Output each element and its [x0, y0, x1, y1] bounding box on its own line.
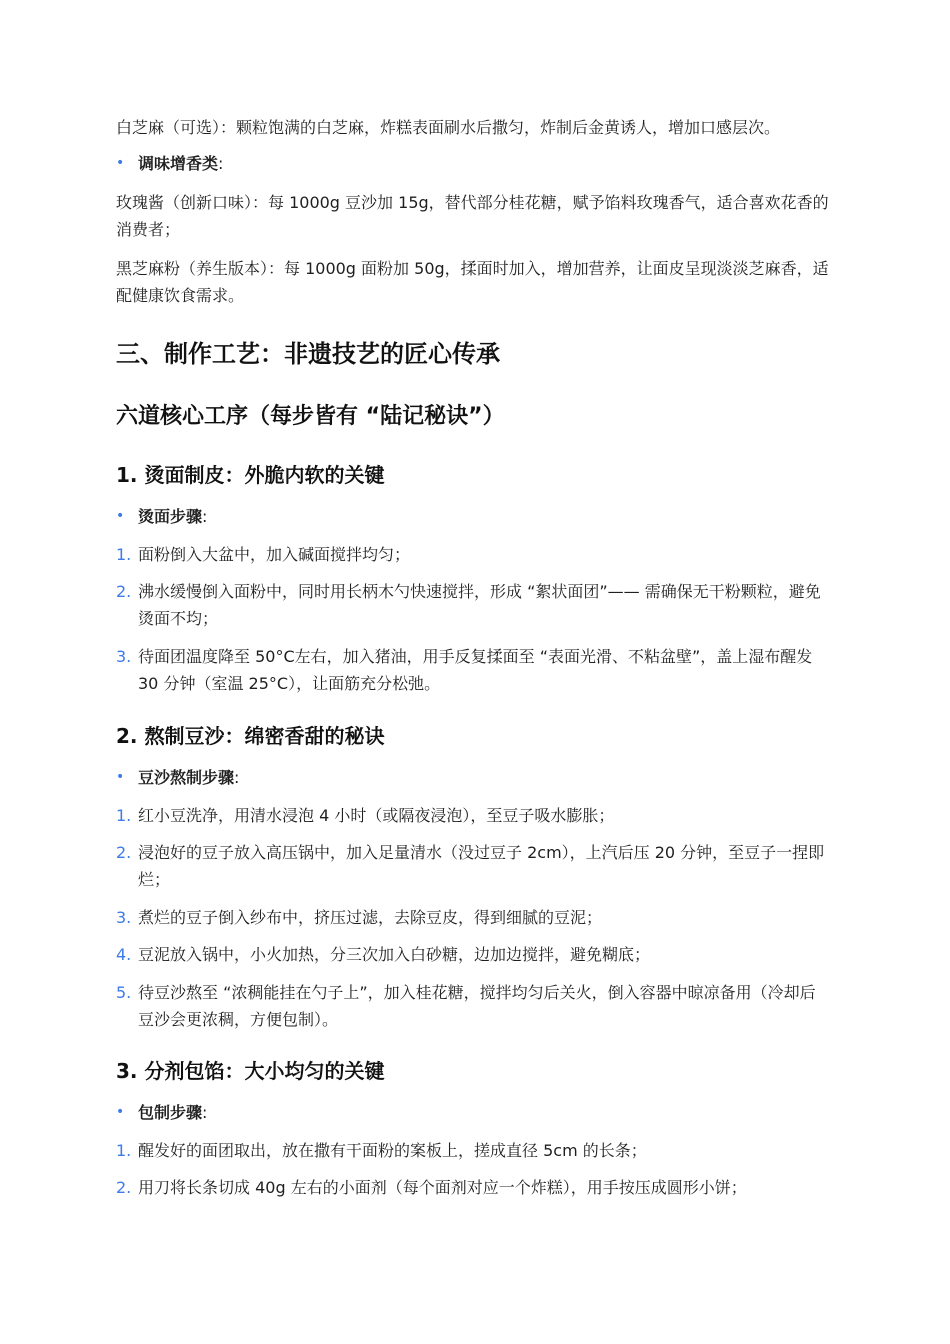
section3-subtitle: 六道核心工序（每步皆有 “陆记秘诀”） — [116, 404, 505, 429]
step3-label: 包制步骤 — [138, 1103, 203, 1122]
seasoning-label: 调味增香类 — [138, 154, 219, 173]
bullet-icon: • — [116, 508, 125, 524]
sesame-paragraph: 白芝麻（可选）：颗粒饱满的白芝麻，炸糕表面刷水后撒匀，炸制后金黄诱人，增加口感层次。 — [116, 118, 781, 137]
step1-title: 1. 烫面制皮：外脆内软的关键 — [116, 463, 385, 487]
step2-title: 2. 熬制豆沙：绵密香甜的秘诀 — [116, 724, 385, 748]
section3-title: 三、制作工艺：非遗技艺的匠心传承 — [116, 340, 500, 368]
bullet-icon: • — [116, 155, 125, 171]
black-sesame-paragraph: 黑芝麻粉（养生版本）：每 1000g 面粉加 50g，揉面时加入，增加营养，让面皮呈现淡淡芝麻香，适配健康饮食需求。 — [116, 259, 829, 305]
bullet-icon: • — [116, 769, 125, 785]
step2-label: 豆沙熬制步骤 — [138, 768, 235, 787]
rose-paragraph: 玫瑰酱（创新口味）：每 1000g 豆沙加 15g，替代部分桂花糖，赋予馅料玫瑰香气，适合喜欢花香的消费者； — [116, 193, 829, 239]
step1-label: 烫面步骤 — [138, 507, 203, 526]
step3-title: 3. 分剂包馅：大小均匀的关键 — [116, 1059, 385, 1083]
bullet-icon: • — [116, 1104, 125, 1120]
